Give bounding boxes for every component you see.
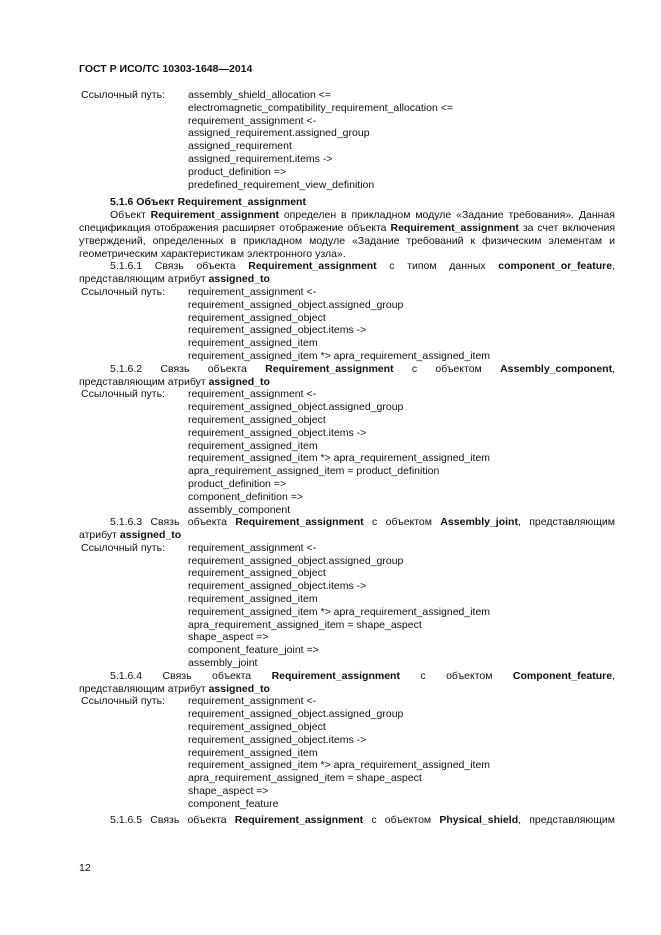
path-line: apra_requirement_assigned_item = shape_aspect — [188, 772, 422, 785]
path-line: electromagnetic_compatibility_requirement_allocation <= — [188, 101, 453, 114]
path-line: requirement_assigned_object.items -> — [188, 580, 367, 593]
subsection-5-1-6-3: 5.1.6.3 Связь объекта Requirement_assignment с объектом Assembly_joint, представляющим атрибут assigned_to — [79, 516, 616, 542]
path-line: shape_aspect => — [188, 631, 269, 644]
path-line: assembly_joint — [188, 657, 258, 670]
path-line: assigned_requirement — [188, 140, 292, 153]
reference-path — [79, 89, 615, 191]
path-line: requirement_assigned_item *> apra_requirement_assigned_item — [188, 759, 491, 772]
path-line: requirement_assigned_object — [188, 721, 326, 734]
reference-path — [79, 695, 615, 810]
reference-path-block — [79, 542, 615, 670]
path-line: assigned_requirement.assigned_group — [188, 127, 370, 140]
path-line: apra_requirement_assigned_item = product_definition — [188, 465, 440, 478]
path-line: requirement_assigned_object.items -> — [188, 324, 367, 337]
document-header: ГОСТ Р ИСО/ТС 10303-1648—2014 — [79, 63, 253, 75]
path-line: requirement_assigned_item *> apra_requirement_assigned_item — [188, 349, 491, 362]
reference-path-block — [79, 286, 615, 363]
section-paragraph: Объект Requirement_assignment определен в прикладном модуле «Задание требования». Данная спецификация отображения расширяет отображение объекта Requirement_assignment за счет включения утверждений, определенных в прикладном модуле «Задание требований к физическим элементам и геометрическим характеристикам электронного узла». — [79, 209, 615, 260]
subsection-5-1-6-2: 5.1.6.2 Связь объекта Requirement_assignment с объектом Assembly_component, представляющим атрибут assigned_to — [79, 362, 616, 388]
path-line: requirement_assigned_item — [188, 337, 318, 350]
path-line: requirement_assigned_item — [188, 593, 318, 606]
path-line: requirement_assignment <- — [188, 388, 317, 401]
page-number: 12 — [79, 862, 91, 874]
subsection-5-1-6-5: 5.1.6.5 Связь объекта Requirement_assignment с объектом Physical_shield, представляющим — [110, 813, 615, 826]
reference-path — [79, 388, 615, 516]
reference-path-block — [79, 695, 615, 810]
path-line: product_definition => — [188, 165, 287, 178]
reference-path-label: Ссылочный путь: — [81, 285, 165, 298]
path-line: requirement_assigned_item — [188, 746, 318, 759]
reference-path — [79, 542, 615, 670]
subsection-5-1-6-4: 5.1.6.4 Связь объекта Requirement_assignment с объектом Component_feature, представляющим атрибут assigned_to — [79, 669, 616, 695]
reference-path-label: Ссылочный путь: — [81, 388, 165, 401]
path-line: assembly_shield_allocation <= — [188, 89, 332, 101]
path-line: requirement_assigned_object — [188, 311, 326, 324]
subsection-5-1-6-1: 5.1.6.1 Связь объекта Requirement_assignment с типом данных component_or_feature, представляющим атрибут assigned_to — [79, 260, 615, 286]
path-line: product_definition => — [188, 477, 287, 490]
path-line: requirement_assigned_object.assigned_group — [188, 554, 404, 567]
path-line: requirement_assigned_item *> apra_requirement_assigned_item — [188, 605, 491, 618]
path-line: shape_aspect => — [188, 785, 269, 798]
path-line: requirement_assigned_item — [188, 439, 318, 452]
path-line: requirement_assigned_object.items -> — [188, 426, 367, 439]
path-line: component_feature — [188, 797, 279, 810]
path-line: requirement_assigned_item *> apra_requirement_assigned_item — [188, 452, 491, 465]
page-content — [79, 89, 615, 826]
path-line: requirement_assigned_object.assigned_group — [188, 401, 404, 414]
reference-path-label: Ссылочный путь: — [81, 89, 165, 101]
path-line: apra_requirement_assigned_item = shape_aspect — [188, 618, 422, 631]
path-line: requirement_assigned_object.items -> — [188, 733, 367, 746]
path-line: requirement_assigned_object.assigned_group — [188, 298, 404, 311]
reference-path-block — [79, 89, 615, 191]
path-line: requirement_assigned_object.assigned_group — [188, 708, 404, 721]
reference-path-label: Ссылочный путь: — [81, 541, 165, 554]
reference-path-block — [79, 388, 615, 516]
path-line: predefined_requirement_view_definition — [188, 178, 375, 191]
path-line: requirement_assigned_object — [188, 413, 326, 426]
path-line: assigned_requirement.items -> — [188, 152, 333, 165]
path-line: component_feature_joint => — [188, 644, 319, 657]
path-line: requirement_assignment <- — [188, 114, 317, 127]
section-heading: 5.1.6 Объект Requirement_assignment — [110, 196, 306, 209]
path-line: component_definition => — [188, 490, 304, 503]
path-line: requirement_assignment <- — [188, 695, 317, 708]
path-line: requirement_assignment <- — [188, 285, 317, 298]
reference-path-label: Ссылочный путь: — [81, 695, 165, 708]
path-line: assembly_component — [188, 503, 291, 516]
path-line: requirement_assigned_object — [188, 567, 326, 580]
path-line: requirement_assignment <- — [188, 541, 317, 554]
